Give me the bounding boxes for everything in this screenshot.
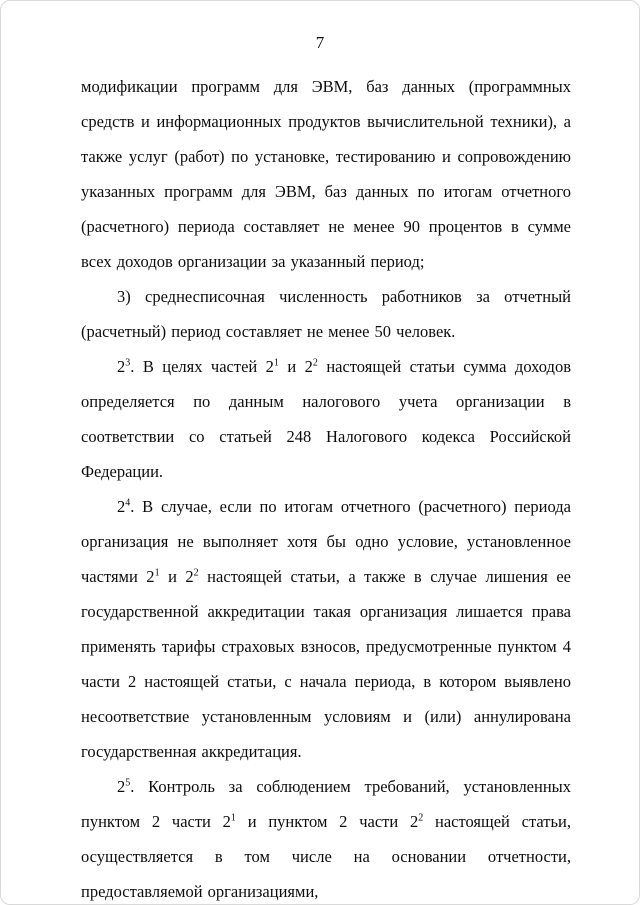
text-run: и 2 <box>278 357 313 376</box>
page-number: 7 <box>315 33 325 52</box>
superscript: 2 <box>312 357 318 369</box>
superscript: 5 <box>125 777 131 789</box>
paragraph <box>81 69 571 279</box>
text-run: настоящей статьи, а также в случае лишения ее государственной аккредитации такая организация лишается права применять тарифы страховых взносов, предусмотренные пунктом 4 части 2 настоящей статьи, с начала периода, в котором выявлено несоответствие установленным условиям и (или) аннулирована государственная аккредитация. <box>81 567 571 761</box>
text-run: настоящей статьи сумма доходов определяется по данным налогового учета организации в соответствии со статьей 248 Налогового кодекса Российской Федерации. <box>81 357 571 481</box>
superscript: 2 <box>193 567 199 579</box>
paragraph <box>81 349 571 489</box>
text-run: 3) среднесписочная численность работников за отчетный (расчетный) период составляет не менее 50 человек. <box>81 287 571 341</box>
superscript: 3 <box>125 357 131 369</box>
text-run: настоящей статьи, осуществляется в том числе на основании отчетности, предоставляемой организациями, <box>81 812 571 901</box>
text-run: . В случае, если по итогам отчетного (расчетного) периода организация не выполняет хотя бы одно условие, установленное частями 2 <box>81 497 571 586</box>
paragraph <box>81 489 571 769</box>
paragraph <box>81 769 571 905</box>
text-run: 2 <box>117 497 126 516</box>
text-run: и 2 <box>159 567 194 586</box>
text-run: . Контроль за соблюдением требований, установленных пунктом 2 части 2 <box>81 777 571 831</box>
text-run: и пунктом 2 части 2 <box>235 812 419 831</box>
superscript: 1 <box>154 567 160 579</box>
document-body <box>81 69 571 905</box>
text-run: 2 <box>117 777 126 796</box>
superscript: 2 <box>418 812 424 824</box>
text-run: 2 <box>117 357 126 376</box>
superscript: 1 <box>230 812 236 824</box>
paragraph <box>81 279 571 349</box>
superscript: 1 <box>273 357 279 369</box>
superscript: 4 <box>125 497 131 509</box>
text-run: . В целях частей 2 <box>130 357 274 376</box>
text-run: модификации программ для ЭВМ, баз данных (программных средств и информационных продуктов вычислительной техники), а также услуг (работ) по установке, тестированию и сопровождению указанных программ для ЭВМ, баз данных по итогам отчетного (расчетного) периода составляет не менее 90 процентов в сумме всех доходов организации за указанный период; <box>81 77 571 271</box>
